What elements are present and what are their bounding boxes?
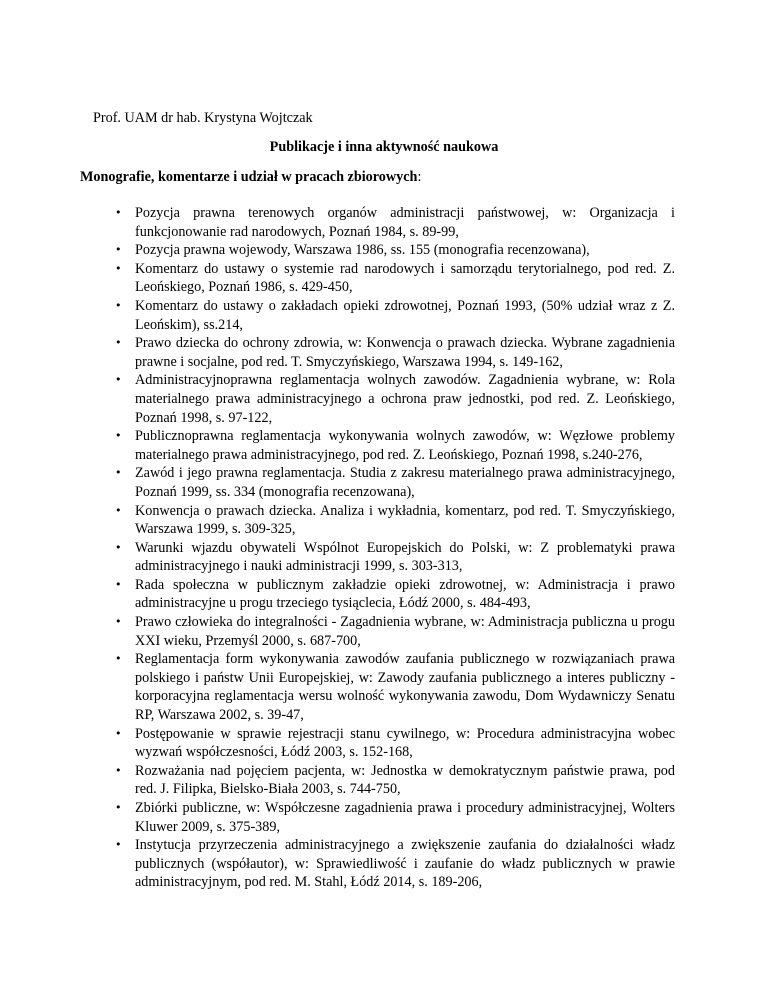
publication-text: Komentarz do ustawy o systemie rad narodowych i samorządu terytorialnego, pod red. Z. Leońskiego, Poznań 1986, s. 429-450, [135,260,675,296]
bullet-icon: • [115,503,122,517]
publication-text: Instytucja przyrzeczenia administracyjnego a zwiększenie zaufania do działalności władz publicznych (współautor), w: Sprawiedliwość i zaufanie do władz publicznych w prawie administracyjnym, pod red. M. Stahl, Łódź 2014, s. 189-206, [135,837,675,891]
publication-item [115,371,675,427]
bullet-icon: • [115,373,122,387]
publication-text: Administracyjnoprawna reglamentacja wolnych zawodów. Zagadnienia wybrane, w: Rola materialnego prawa administracyjnego a ochrona praw jednostki, pod red. Z. Leońskiego, Poznań 1998, s. 97-122, [135,372,675,426]
section-title [80,168,421,187]
bullet-icon: • [115,466,122,480]
publication-text: Prawo dziecka do ochrony zdrowia, w: Konwencja o prawach dziecka. Wybrane zagadnienia prawne i socjalne, pod red. T. Smyczyńskiego, Warszawa 1994, s. 149-162, [135,335,675,370]
document-heading: Publikacje i inna aktywność naukowa [269,139,499,155]
publication-item [115,334,675,371]
bullet-icon: • [115,429,122,443]
bullet-icon: • [115,763,122,777]
publication-text: Pozycja prawna wojewody, Warszawa 1986, ss. 155 (monografia recenzowana), [135,242,590,259]
publication-item [115,464,675,501]
bullet-icon: • [115,838,122,852]
author-line: Prof. UAM dr hab. Krystyna Wojtczak [93,110,313,126]
bullet-icon: • [115,243,122,257]
publication-text: Pozycja prawna terenowych organów administracji państwowej, w: Organizacja i funkcjonowanie rad narodowych, Poznań 1984, s. 89-99, [135,205,675,240]
publication-item [115,836,675,892]
publication-text: Zawód i jego prawna reglamentacja. Studia z zakresu materialnego prawa administracyjnego, Poznań 1999, ss. 334 (monografia recenzowana), [135,465,675,500]
section-title-text: Monografie, komentarze i udział w pracach zbiorowych [80,169,418,185]
publication-item [115,799,675,836]
publication-text: Postępowanie w sprawie rejestracji stanu cywilnego, w: Procedura administracyjna wobec wyzwań współczesności, Łódź 2003, s. 152-168, [135,725,675,761]
publication-item [115,241,675,260]
publication-text: Zbiórki publiczne, w: Współczesne zagadnienia prawa i procedury administracyjnej, Wolters Kluwer 2009, s. 375-389, [135,800,675,835]
bullet-icon: • [115,726,122,740]
publication-item [115,576,675,613]
publication-item [115,613,675,650]
publication-list [0,204,768,892]
bullet-icon: • [115,615,122,629]
publication-text: Rozważania nad pojęciem pacjenta, w: Jednostka w demokratycznym państwie prawa, pod red. J. Filipka, Bielsko-Biała 2003, s. 744-750, [135,762,675,798]
publication-item [115,762,675,799]
publication-text: Publicznoprawna reglamentacja wykonywania wolnych zawodów, w: Węzłowe problemy materialnego prawa administracyjnego, pod red. Z. Leońskiego, Poznań 1998, s.240-276, [135,428,675,463]
bullet-icon: • [115,261,122,275]
bullet-icon: • [115,336,122,350]
bullet-icon: • [115,206,122,219]
publication-text: Reglamentacja form wykonywania zawodów zaufania publicznego w rozwiązaniach prawa polskiego i państw Unii Europejskiej, w: Zawody zaufania publicznego a interes publiczny - korporacyjna reglamentacja wersu wolność wykonywania zawodu, Dom Wydawniczy Senatu RP, Warszawa 2002, s. 39-47, [135,651,675,724]
publication-item [115,539,675,576]
publication-item [115,725,675,762]
publication-item [115,297,675,334]
publication-text: Prawo człowieka do integralności - Zagadnienia wybrane, w: Administracja publiczna u progu XXI wieku, Przemyśl 2000, s. 687-700, [135,614,675,649]
publication-text: Warunki wjazdu obywateli Wspólnot Europejskich do Polski, w: Z problematyki prawa administracyjnego i nauki administracji 1999, s. 303-313, [135,539,675,575]
publication-item [115,650,675,724]
publication-item [115,204,675,241]
publication-text: Komentarz do ustawy o zakładach opieki zdrowotnej, Poznań 1993, (50% udział wraz z Z. Leońskim), ss.214, [135,297,675,333]
section-title-colon: : [417,169,422,185]
publication-text: Konwencja o prawach dziecka. Analiza i wykładnia, komentarz, pod red. T. Smyczyńskiego, Warszawa 1999, s. 309-325, [135,502,675,538]
publication-item [115,502,675,539]
bullet-icon: • [115,298,122,312]
bullet-icon: • [115,540,122,554]
publication-item [115,427,675,464]
publication-text: Rada społeczna w publicznym zakładzie opieki zdrowotnej, w: Administracja i prawo administracyjne u progu trzeciego tysiąclecia, Łódź 2000, s. 484-493, [135,576,675,612]
bullet-icon: • [115,801,122,814]
bullet-icon: • [115,652,122,666]
bullet-icon: • [115,577,122,591]
publication-item [115,260,675,297]
